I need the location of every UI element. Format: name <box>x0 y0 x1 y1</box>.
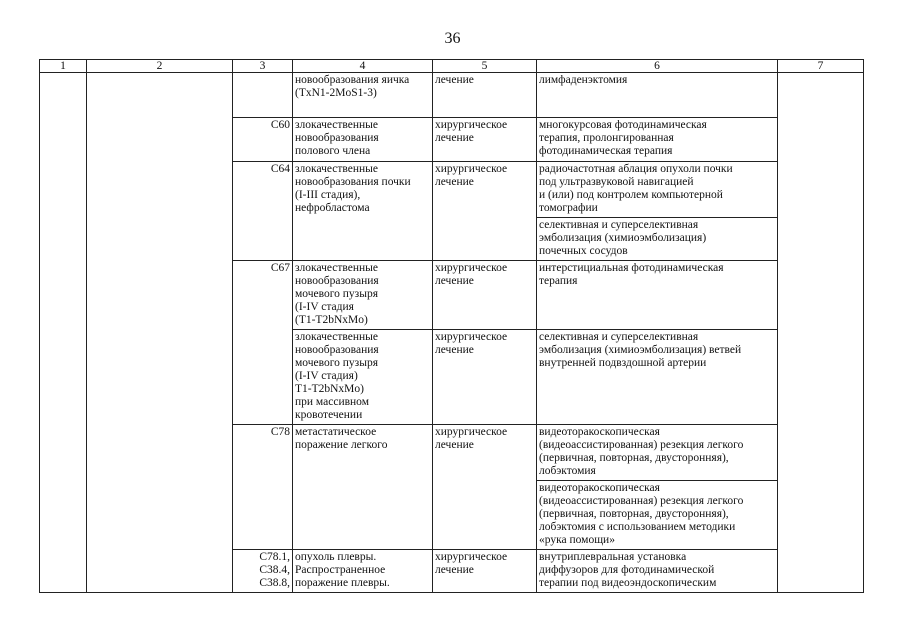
treatment-type-cell: хирургическое лечение <box>433 550 537 593</box>
col1-cell <box>40 73 87 593</box>
column-number-row <box>40 60 864 73</box>
treatment-type-cell: хирургическое лечение <box>433 425 537 550</box>
icd-code-cell <box>233 73 293 118</box>
col2-cell <box>87 73 233 593</box>
disease-cell: злокачественные новообразования почки (I-III стадия), нефробластома <box>293 162 433 261</box>
treatment-type-cell: хирургическое лечение <box>433 162 537 261</box>
icd-code-cell: C67 <box>233 261 293 425</box>
method-cell: видеоторакоскопическая (видеоассистированная) резекция легкого (первичная, повторная, двусторонняя), лобэктомия <box>537 425 778 481</box>
page-number: 36 <box>444 30 461 47</box>
column-number: 1 <box>40 60 87 73</box>
medical-procedures-table <box>39 59 864 593</box>
icd-code-cell: C78 <box>233 425 293 550</box>
icd-code-cell: C60 <box>233 118 293 162</box>
column-number: 4 <box>293 60 433 73</box>
column-number: 7 <box>778 60 864 73</box>
icd-code-cell: C78.1, C38.4, C38.8, <box>233 550 293 593</box>
method-cell: селективная и суперселективная эмболизация (химиоэмболизация) почечных сосудов <box>537 218 778 261</box>
column-number: 5 <box>433 60 537 73</box>
disease-cell: новообразования яичка (TxN1-2MoS1-3) <box>293 73 433 118</box>
column-number: 2 <box>87 60 233 73</box>
disease-cell: злокачественные новообразования полового члена <box>293 118 433 162</box>
disease-cell: метастатическое поражение легкого <box>293 425 433 550</box>
method-cell: видеоторакоскопическая (видеоассистированная) резекция легкого (первичная, повторная, двусторонняя), лобэктомия с использованием методики «рука помощи» <box>537 481 778 550</box>
disease-cell: злокачественные новообразования мочевого пузыря (I-IV стадия (T1-T2bNxMo) <box>293 261 433 330</box>
disease-cell: злокачественные новообразования мочевого пузыря (I-IV стадия) T1-T2bNxMo) при массивном кровотечении <box>293 330 433 425</box>
icd-code-cell: C64 <box>233 162 293 261</box>
column-number: 3 <box>233 60 293 73</box>
disease-cell: опухоль плевры. Распространенное поражение плевры. <box>293 550 433 593</box>
treatment-type-cell: хирургическое лечение <box>433 330 537 425</box>
method-cell: селективная и суперселективная эмболизация (химиоэмболизация) ветвей внутренней подвздошной артерии <box>537 330 778 425</box>
method-cell: многокурсовая фотодинамическая терапия, пролонгированная фотодинамическая терапия <box>537 118 778 162</box>
treatment-type-cell: хирургическое лечение <box>433 118 537 162</box>
table-row <box>40 73 864 118</box>
method-cell: лимфаденэктомия <box>537 73 778 118</box>
col7-cell <box>778 73 864 593</box>
method-cell: радиочастотная аблация опухоли почки под ультразвуковой навигацией и (или) под контролем компьютерной томографии <box>537 162 778 218</box>
method-cell: внутриплевральная установка диффузоров для фотодинамической терапии под видеоэндоскопическим <box>537 550 778 593</box>
method-cell: интерстициальная фотодинамическая терапия <box>537 261 778 330</box>
treatment-type-cell: хирургическое лечение <box>433 261 537 330</box>
treatment-type-cell: лечение <box>433 73 537 118</box>
column-number: 6 <box>537 60 778 73</box>
